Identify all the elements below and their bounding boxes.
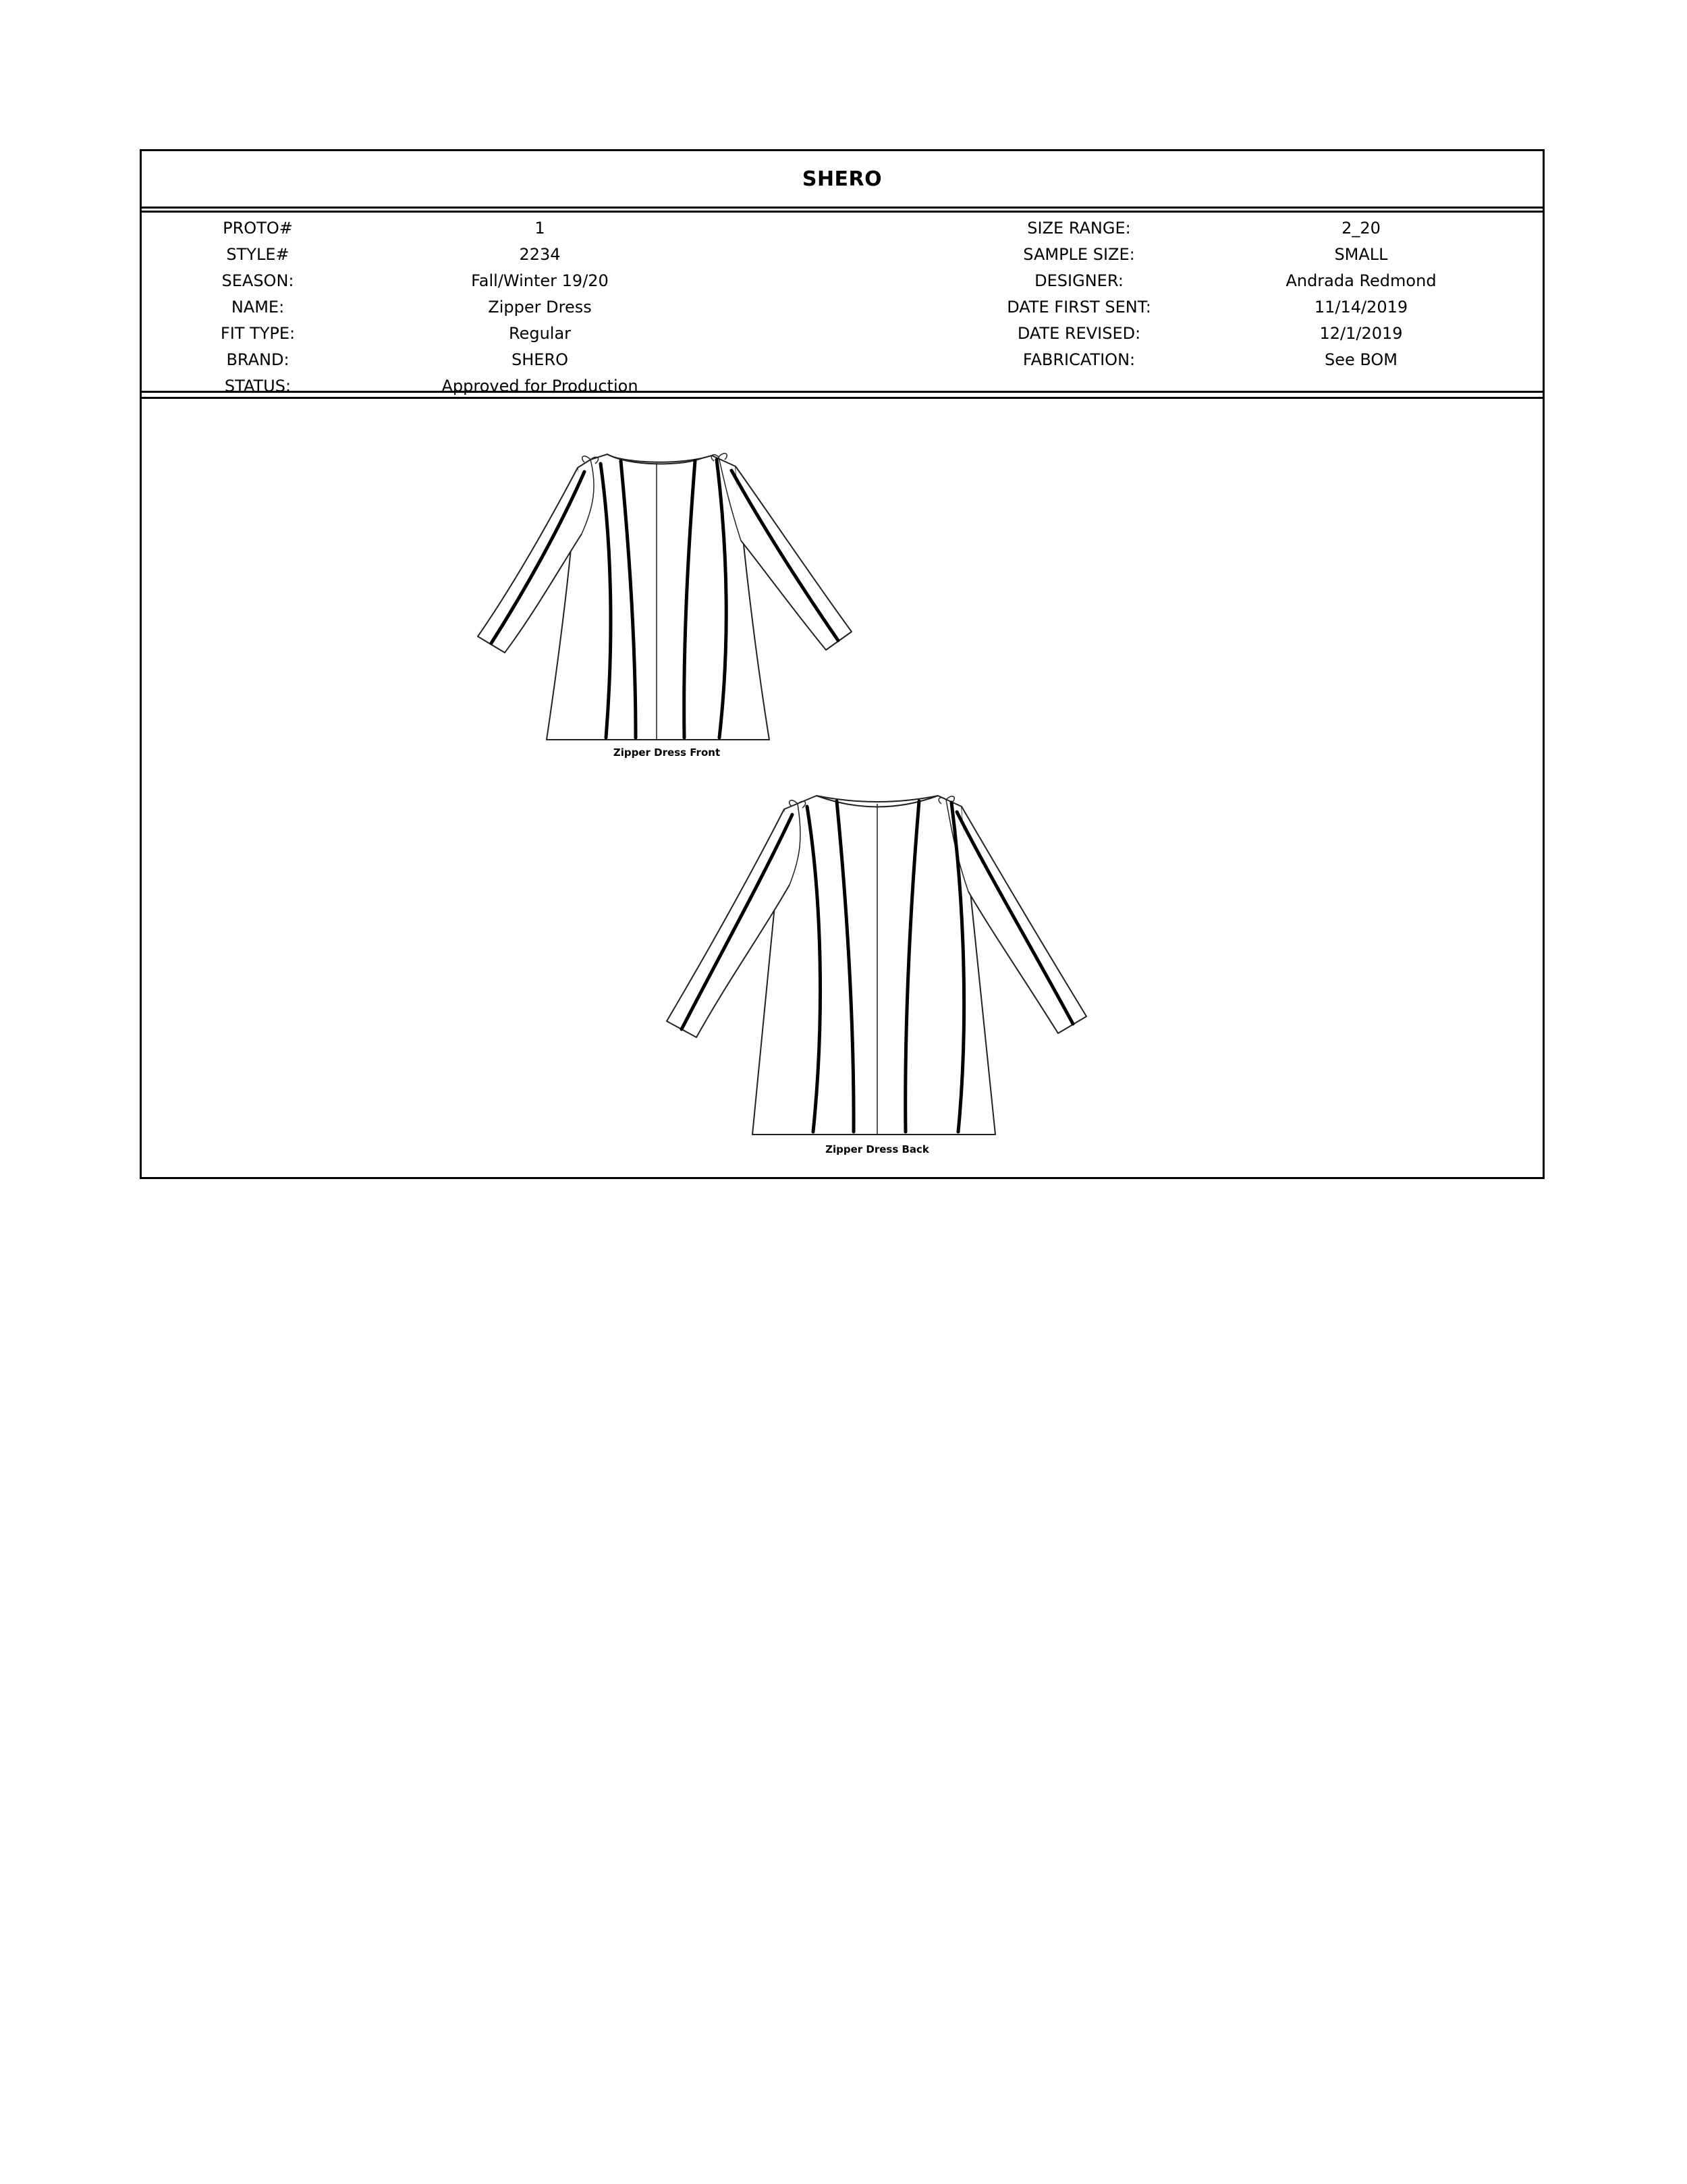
spec-label-name: NAME: — [231, 298, 285, 317]
spec-value-proto: 1 — [534, 219, 545, 238]
dress-back-drawing — [655, 777, 1113, 1155]
front-caption: Zipper Dress Front — [613, 746, 721, 759]
tech-pack-sheet — [140, 149, 1545, 1179]
spec-row — [142, 321, 1543, 347]
spec-value-fabrication: See BOM — [1324, 350, 1398, 369]
spec-label-proto: PROTO# — [223, 219, 293, 238]
spec-row — [142, 347, 1543, 373]
spec-value-fit-type: Regular — [508, 324, 572, 343]
spec-value-sample-size: SMALL — [1334, 245, 1388, 264]
spec-info-block — [142, 211, 1543, 393]
spec-value-name: Zipper Dress — [488, 298, 592, 317]
spec-row — [142, 215, 1543, 242]
dress-front-drawing — [452, 433, 884, 824]
spec-label-designer: DESIGNER: — [1034, 271, 1124, 290]
spec-label-status: STATUS: — [224, 377, 292, 395]
spec-label-style: STYLE# — [226, 245, 289, 264]
dress-front-sketch — [452, 433, 884, 824]
spec-row — [142, 268, 1543, 294]
sketch-area — [142, 397, 1543, 1177]
spec-label-season: SEASON: — [221, 271, 294, 290]
spec-row — [142, 242, 1543, 268]
spec-label-fabrication: FABRICATION: — [1022, 350, 1136, 369]
back-caption: Zipper Dress Back — [825, 1143, 929, 1155]
spec-value-season: Fall/Winter 19/20 — [471, 271, 609, 290]
spec-label-date-revised: DATE REVISED: — [1017, 324, 1141, 343]
spec-row — [142, 294, 1543, 321]
spec-row — [142, 373, 1543, 400]
spec-value-designer: Andrada Redmond — [1285, 271, 1437, 290]
spec-value-date-revised: 12/1/2019 — [1319, 324, 1403, 343]
spec-label-brand: BRAND: — [226, 350, 289, 369]
brand-title: SHERO — [802, 167, 883, 191]
spec-label-fit-type: FIT TYPE: — [220, 324, 296, 343]
title-row — [142, 151, 1543, 209]
spec-value-status: Approved for Production — [441, 377, 638, 395]
spec-value-date-first-sent: 11/14/2019 — [1314, 298, 1408, 317]
spec-label-sample-size: SAMPLE SIZE: — [1023, 245, 1135, 264]
spec-label-size-range: SIZE RANGE: — [1027, 219, 1131, 238]
spec-value-style: 2234 — [519, 245, 561, 264]
spec-value-size-range: 2_20 — [1342, 219, 1381, 238]
spec-value-brand: SHERO — [511, 350, 569, 369]
spec-grid — [142, 215, 1543, 400]
dress-back-sketch — [655, 777, 1113, 1155]
spec-label-date-first-sent: DATE FIRST SENT: — [1007, 298, 1151, 317]
